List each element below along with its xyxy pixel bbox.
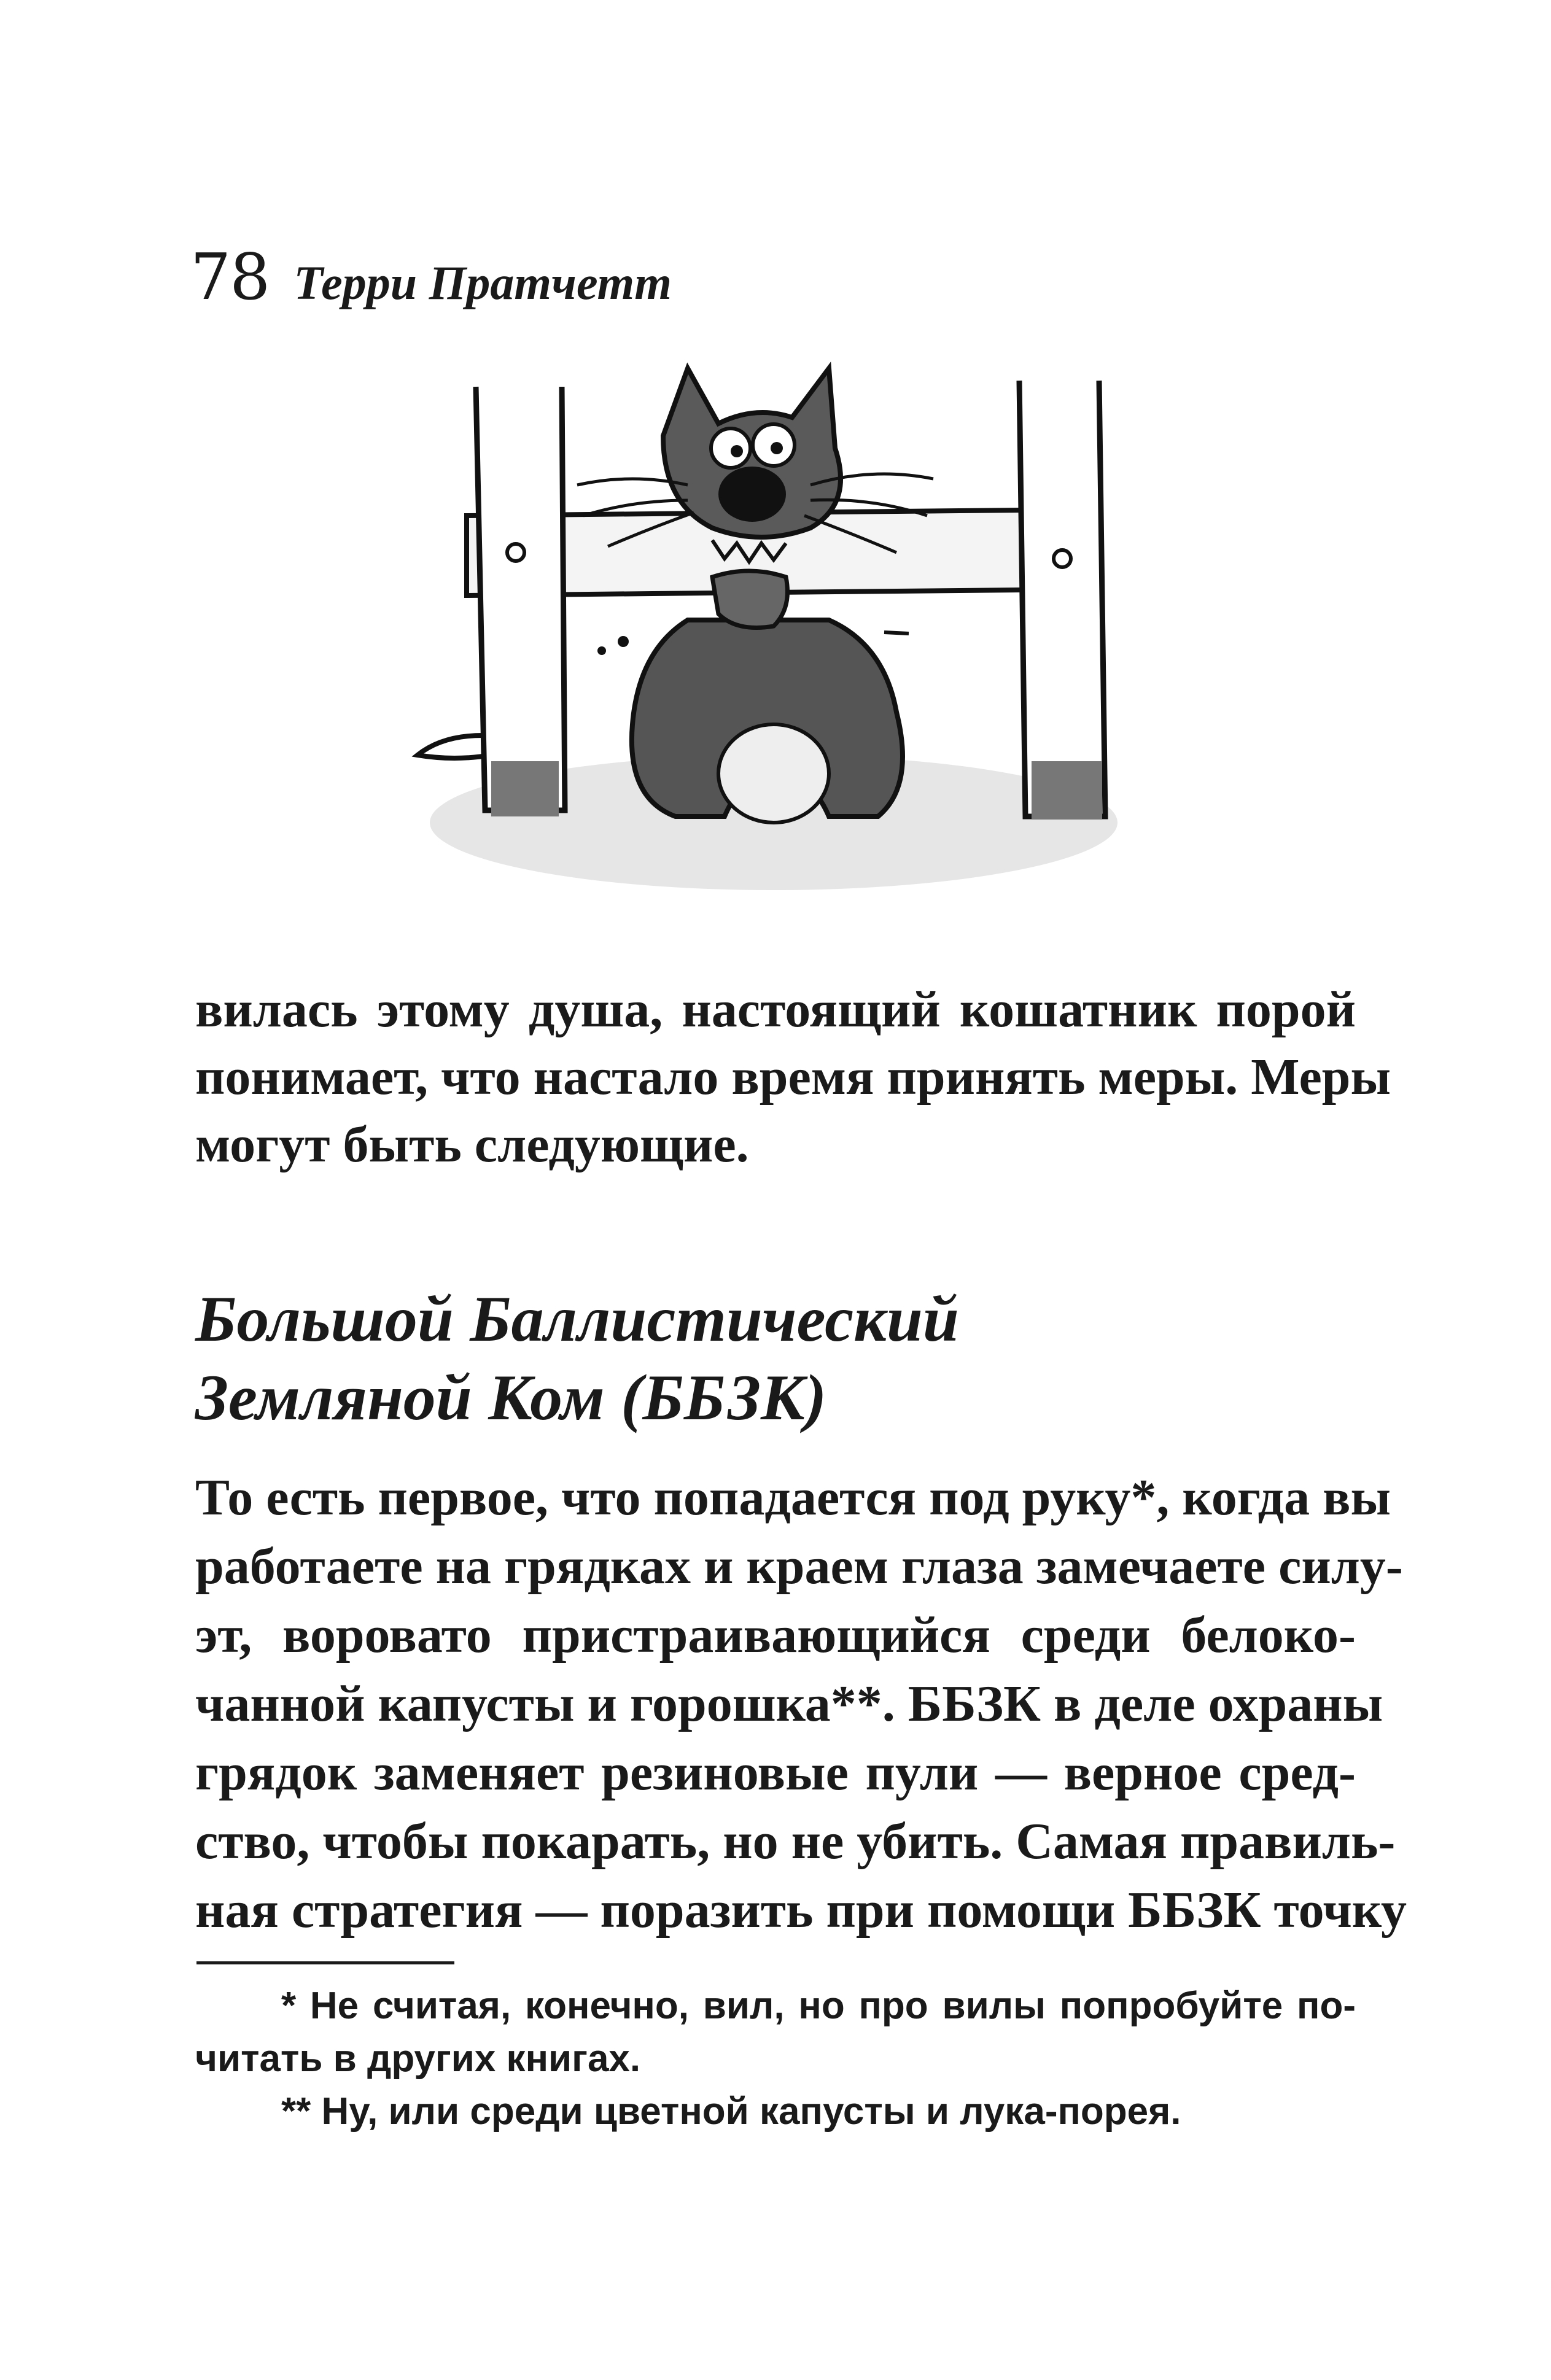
cat-pupil-left	[731, 445, 743, 457]
page-number: 78	[190, 239, 270, 314]
intro-paragraph	[195, 976, 1391, 1179]
footnote-divider	[196, 1961, 454, 1964]
text-line: ная стратегия — поразить при помощи ББЗК точку	[195, 1882, 1407, 1939]
text-line: ство, чтобы покарать, но не убить. Самая правиль-	[195, 1813, 1396, 1870]
cat-nose	[718, 467, 786, 522]
text-line: эт, воровато пристраивающийся среди белоко-	[195, 1607, 1356, 1664]
text-line: чанной капусты и горошка**. ББЗК в деле охраны	[195, 1675, 1383, 1732]
text-line: грядок заменяет резиновые пули — верное сред-	[195, 1744, 1356, 1801]
cat-illustration-svg	[344, 331, 1203, 933]
footnotes	[195, 1980, 1356, 2138]
section-body	[195, 1464, 1407, 1945]
cat-under-fence-illustration	[344, 331, 1203, 933]
text-line: То есть первое, что попадается под руку*, когда вы	[195, 1469, 1391, 1526]
footnote-line: читать в других книгах.	[195, 2037, 641, 2080]
running-head	[190, 239, 672, 319]
post-base-right	[1032, 761, 1102, 820]
cat-belly	[718, 724, 829, 823]
heading-line: Земляной Ком (ББЗК)	[195, 1362, 827, 1433]
text-line: понимает, что настало время принять меры. Меры	[195, 1049, 1391, 1106]
footnote-line: ** Ну, или среди цветной капусты и лука-порея.	[281, 2090, 1181, 2133]
fence-post-right	[1019, 381, 1105, 816]
fence-post-left	[476, 387, 565, 810]
cat-eye-left	[711, 428, 750, 468]
footnote-line: * Не считая, конечно, вил, но про вилы попробуйте по-	[281, 1985, 1356, 2027]
crumb	[618, 636, 629, 647]
text-line: могут быть следующие.	[195, 1116, 749, 1173]
cat-neck	[712, 571, 788, 628]
post-base-left	[491, 761, 559, 816]
section-heading	[195, 1280, 1356, 1437]
crumb	[597, 646, 606, 655]
dash-mark	[884, 632, 909, 634]
text-line: работаете на грядках и краем глаза замечаете силу-	[195, 1538, 1403, 1595]
heading-line: Большой Баллистический	[195, 1283, 959, 1355]
author-name: Терри Пратчетт	[293, 256, 672, 309]
cat-pupil-right	[771, 442, 783, 454]
text-line: вилась этому душа, настоящий кошатник порой	[195, 981, 1356, 1038]
